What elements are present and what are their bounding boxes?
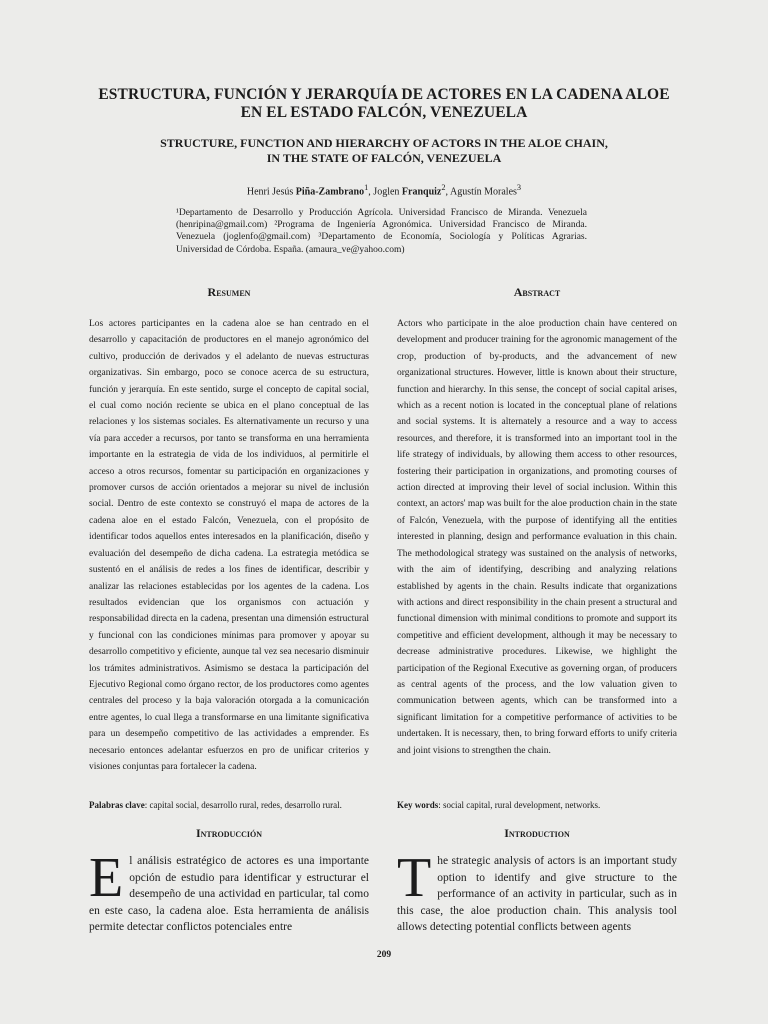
affiliations: ¹Departamento de Desarrollo y Producción Agrícola. Universidad Francisco de Miranda. Venezuela (henripina@gmail.com) ²Programa de Ingeniería Agronómica. Universidad Francisco de Miranda. Venezuela (joglenfo@gmail.com) ³Departamento de Economía, Sociología y Políticas Agrarias. Universidad de Córdoba. España. (amaura_ve@yahoo.com) bbox=[176, 208, 587, 255]
introduccion-heading: Introducción bbox=[195, 826, 262, 840]
resumen-body: Los actores participantes en la cadena aloe se han centrado en el desarrollo y capacitación de productores en el manejo agronómico del cultivo, producción de derivados y el adelanto de nuevas estructuras organizativas. Sin embargo, poco se conoce acerca de su estructura, función y jerarquía. En este sentido, surge el concepto de capital social, el cual como noción reciente se ubica en el plano conceptual de las relaciones y los sistemas sociales. Es alternativamente un recurso y una vía para acceder a recursos, por tanto se transforma en una herramienta importante en la estrategia de vida de los individuos, al permitirle el acceso a otros recursos, fomentar su participación en organizaciones y promover cursos de acción orientados a mejorar su nivel de inclusión social. Dentro de este contexto se construyó el mapa de actores de la cadena aloe en el estado Falcón, Venezuela, con el propósito de identificar todos aquellos entes interesados en la planificación, diseño y evaluación del desempeño de dicha cadena. La estrategia metódica se sustentó en el análisis de redes a los fines de identificar, describir y analizar las relaciones establecidas por los agentes de la cadena. Los resultados evidencian que los organismos con actuación y responsabilidad directa en la cadena, presentan una dimensión estructural y funcional con las condiciones mínimas para promover y apoyar su desarrollo competitivo y eficiente, aunque tal vez sea necesario disminuir los trámites administrativos. Asimismo se destaca la participación del Ejecutivo Regional como órgano rector, de los productores como agentes centrales del proceso y la baja valoración otorgada a la comunicación entre agentes, lo cual llega a transformarse en una limitante significativa para un desempeño competitivo de las actividades a emprender. Es necesario entonces adelantar esfuerzos en pro de unificar criterios y visiones conjuntas para fortalecer la cadena. bbox=[89, 319, 369, 772]
author-1-sup: 1 bbox=[364, 183, 369, 192]
page-number: 209 bbox=[376, 950, 392, 960]
author-2-sup: 2 bbox=[441, 183, 446, 192]
title-spanish bbox=[40, 86, 728, 122]
title-spanish-line-1: ESTRUCTURA, FUNCIÓN Y JERARQUÍA DE ACTORES EN LA CADENA ALOE bbox=[98, 86, 670, 103]
introduccion-body bbox=[89, 847, 369, 936]
author-3-sup: 3 bbox=[516, 183, 522, 192]
author-2-surname: Franquiz bbox=[401, 186, 442, 198]
palabras-clave bbox=[89, 799, 379, 811]
author-separator-2: , Agustín Morales bbox=[445, 186, 517, 198]
introduction-body bbox=[397, 847, 677, 936]
author-1-given: Henri Jesús bbox=[246, 186, 296, 198]
abstract-body: Actors who participate in the aloe production chain have centered on development and producer training for the agronomic management of the crop, production of by-products, and the advancement of new organizational structures. However, little is known about their structure, function and hierarchy. In this sense, the concept of social capital arises, which as a recent notion is located in the conceptual plane of relations and social systems. It is alternately a resource and a way to access resources, and therefore, it is transformed into an important tool in the life strategy of individuals, by allowing them access to other resources, fostering their participation in organizations, and promoting courses of action directed at improving their level of social inclusion. Within this context, an actors' map was built for the aloe production chain in the state of Falcón, Venezuela, with the purpose of identifying all the entities interested in planning, design and performance evaluation in this chain. The methodological strategy was sustained on the analysis of networks, with the aim of identifying, describing and analyzing relations established by agents in the chain. Results indicate that organizations with actions and direct responsibility in the chain present a structural and functional dimension with minimal conditions to promote and support its competitive and efficient development, although it may be necessary to decrease administrative procedures. Likewise, we highlight the participation of the Regional Executive as governing organ, of producers as central agents of the process, and the low valuation given to communication between agents, which can be transformed into a significant limitation for a competitive performance of activities to be undertaken. It is necessary, then, to bring forward efforts to unify criteria and joint visions to strengthen the chain. bbox=[397, 319, 677, 756]
key-words-text: : social capital, rural development, networks. bbox=[438, 800, 601, 810]
introduction-text: he strategic analysis of actors is an important study option to identify and give structure to the performance of an activity in particular, such as in this case, the aloe production chain. This analysis tool allows detecting potential conflicts between agents bbox=[397, 855, 677, 934]
key-words bbox=[397, 799, 687, 811]
resumen-heading: Resumen bbox=[207, 285, 251, 299]
palabras-clave-label: Palabras clave bbox=[89, 800, 145, 810]
palabras-clave-text: : capital social, desarrollo rural, redes, desarrollo rural. bbox=[144, 800, 342, 810]
title-english bbox=[40, 136, 728, 166]
title-english-line-2: IN THE STATE OF FALCÓN, VENEZUELA bbox=[266, 151, 502, 165]
introduction-heading: Introduction bbox=[504, 826, 570, 840]
introduccion-text: l análisis estratégico de actores es una importante opción de estudio para identificar y estructurar el desempeño de una actividad en particular, tal como en este caso, la cadena aloe. Esta herramienta de análisis permite detectar conflictos potenciales entre bbox=[89, 855, 369, 934]
author-separator-1: , Joglen bbox=[368, 186, 402, 198]
introduction-dropcap: T bbox=[397, 847, 432, 909]
title-english-line-1: STRUCTURE, FUNCTION AND HIERARCHY OF ACTORS IN THE ALOE CHAIN, bbox=[160, 136, 608, 150]
introduccion-dropcap: E bbox=[89, 847, 124, 909]
title-spanish-line-2: EN EL ESTADO FALCÓN, VENEZUELA bbox=[240, 104, 528, 121]
abstract-heading: Abstract bbox=[513, 285, 561, 299]
author-1-surname: Piña-Zambrano bbox=[295, 186, 365, 198]
key-words-label: Key words bbox=[397, 800, 439, 810]
authors-line bbox=[40, 182, 728, 198]
